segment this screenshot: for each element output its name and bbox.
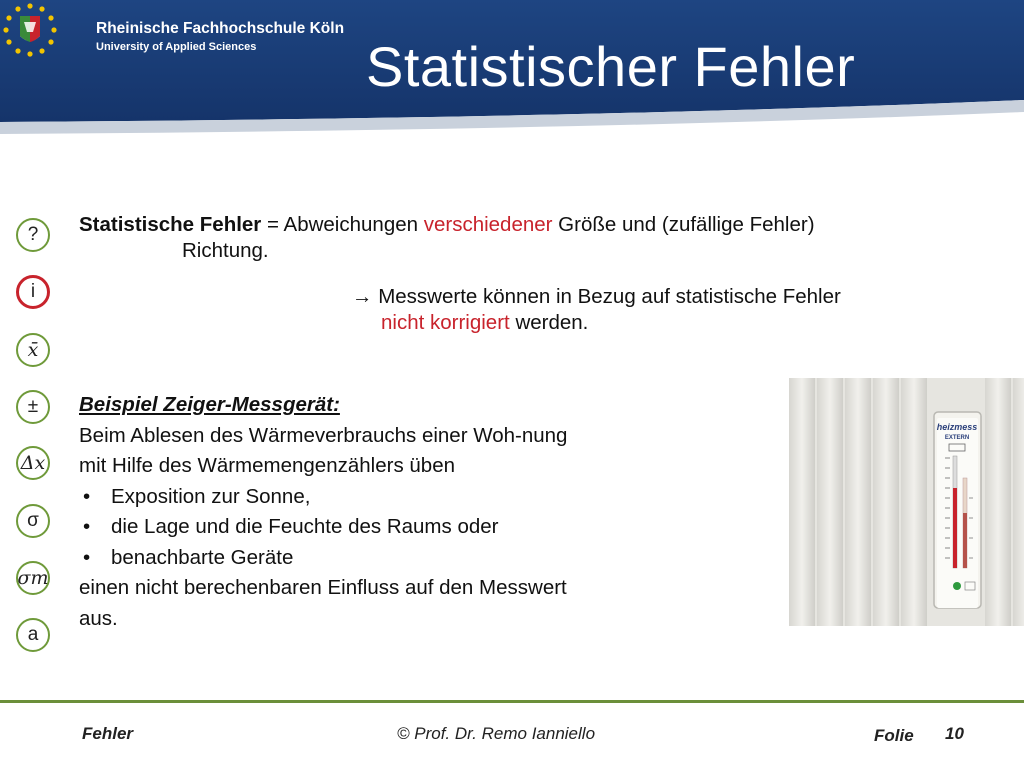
bullet-text: benachbarte Geräte [111,545,294,569]
bullet-text: die Lage und die Feuchte des Raums oder [111,515,499,538]
list-item [79,543,719,574]
nav-label: a [27,624,39,645]
nav-label: i [30,281,36,302]
footer-topic: Fehler [82,724,134,743]
consequence-line1 [352,282,841,311]
university-logo [0,0,60,60]
bullet-icon: • [83,515,91,538]
bullet-icon: • [83,484,91,508]
footer-author: © Prof. Dr. Remo Ianniello [397,724,596,743]
definition-line2: Richtung. [182,239,269,262]
consequence-rest: werden. [509,311,589,334]
device-brand: heizmess [936,422,978,432]
example-line4: aus. [79,606,118,630]
org-name: Rheinische Fachhochschule Köln [96,20,345,37]
bullet-text: Exposition zur Sonne, [111,484,311,508]
nav-label: ? [27,224,39,245]
definition-paragraph [79,210,1009,239]
definition-term: Statistische Fehler [79,213,262,236]
nav-label: σ [27,510,39,531]
nav-label: Δx [20,452,46,474]
nav-label: σm [17,567,49,589]
example-line1: Beim Ablesen des Wärmeverbrauchs einer Woh-nung [79,423,568,447]
nav-sigma-m-button[interactable] [16,561,50,595]
consequence-line2 [381,311,588,335]
nav-delta-x-button[interactable] [16,446,50,480]
device-subtitle: EXTERN [944,435,970,441]
heat-meter-photo [789,378,1024,626]
nav-label: x̄ [27,339,39,361]
definition-highlight: verschiedener [423,213,553,236]
list-item [79,482,719,513]
definition-rest: Größe und (zufällige Fehler) [552,213,815,236]
arrow-icon: → [352,285,373,308]
slide-title: Statistischer Fehler [366,35,856,98]
footer-page-number: 10 [945,724,964,743]
nav-mean-button[interactable] [16,333,50,367]
list-item [79,512,719,543]
nav-info-button[interactable] [16,275,50,309]
consequence-highlight: nicht korrigiert [381,311,510,334]
bullet-icon: • [83,545,91,569]
example-line2: mit Hilfe des Wärmemengenzählers üben [79,454,455,477]
example-heading: Beispiel Zeiger-Messgerät: [79,393,340,416]
nav-a-button[interactable] [16,618,50,652]
nav-question-button[interactable] [16,218,50,252]
example-line3: einen nicht berechenbaren Einfluss auf den Messwert [79,576,567,599]
footer-slide-label: Folie [874,726,914,745]
nav-sigma-button[interactable] [16,504,50,538]
definition-eq: = Abweichungen [261,213,424,236]
heat-meter-illustration [789,378,1024,626]
nav-plusminus-button[interactable] [16,390,50,424]
example-block [79,390,719,634]
nav-label: ± [27,396,39,417]
footer-divider [0,700,1024,703]
org-subtitle: University of Applied Sciences [96,41,257,53]
consequence-text: Messwerte können in Bezug auf statistische Fehler [372,285,841,308]
header-banner [0,0,1024,135]
